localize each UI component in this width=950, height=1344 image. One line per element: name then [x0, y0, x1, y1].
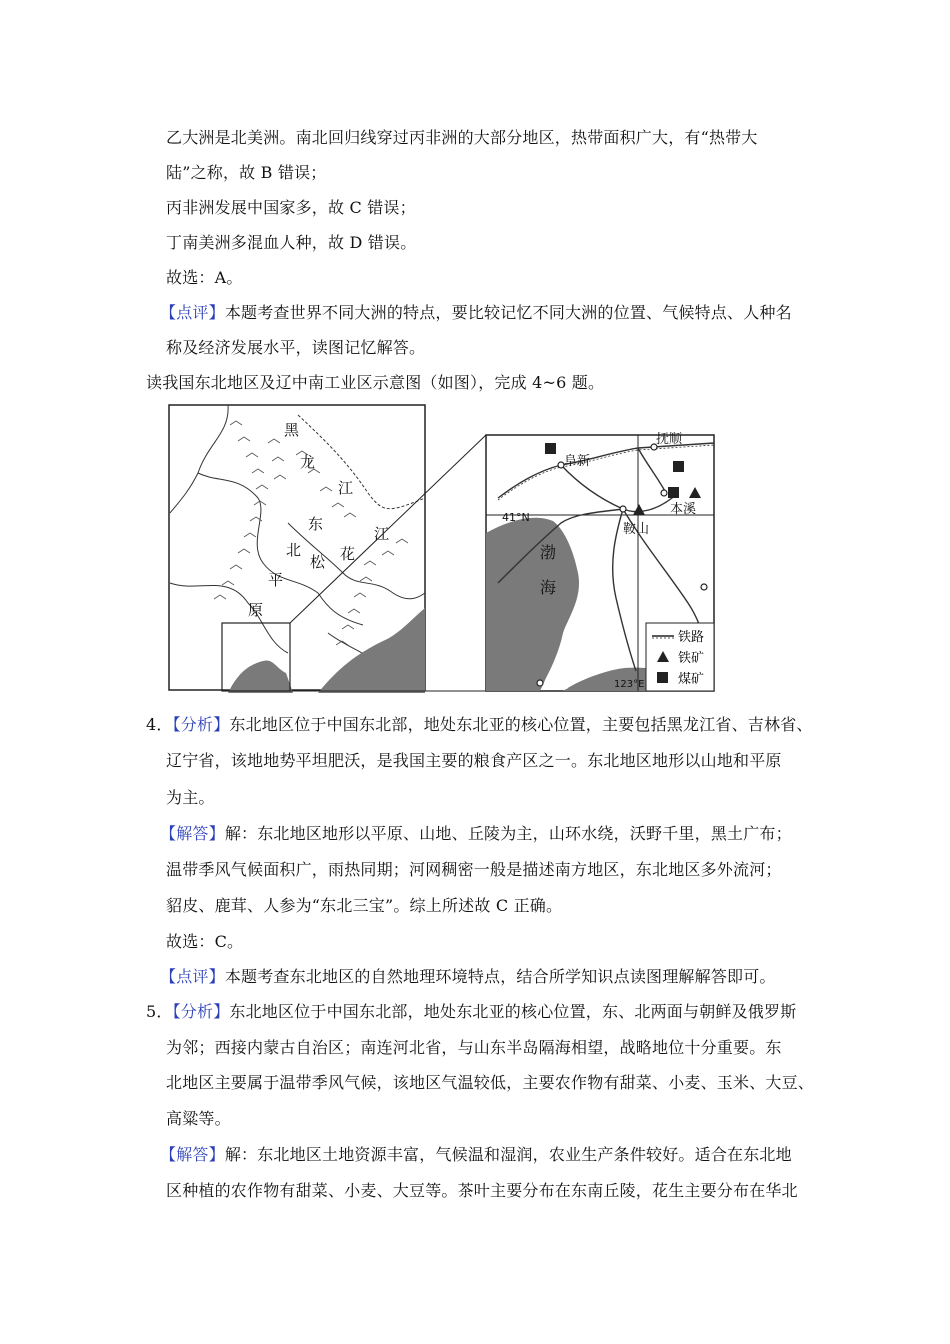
q4-review-text: 本题考查东北地区的自然地理环境特点，结合所学知识点读图理解解答即可。	[224, 967, 776, 986]
label-hua: 花	[340, 545, 356, 563]
q4-solution-tag: 【解答】	[160, 824, 225, 843]
label-dalian: 大连	[546, 678, 568, 691]
q4-answer: 故选：C。	[166, 932, 244, 951]
q4-review-tag: 【点评】	[160, 967, 225, 986]
q4-review-line-1	[160, 967, 776, 987]
q5-number: 5．	[146, 1002, 173, 1021]
q5-solution-line-1	[160, 1145, 792, 1165]
q5-analysis-line-4: 高粱等。	[166, 1109, 231, 1128]
prev-answer: 故选：A。	[166, 268, 243, 287]
prev-line-4: 丁南美洲多混血人种，故 D 错误。	[166, 233, 417, 252]
q4-number: 4．	[146, 715, 173, 734]
city-dalian-dot	[537, 680, 543, 686]
label-long: 龙	[300, 453, 316, 471]
northeast-map-figure	[168, 403, 724, 693]
q4-analysis-text: 东北地区位于中国东北部，地处东北亚的核心位置，主要包括黑龙江省、吉林省、	[229, 715, 813, 734]
label-lon: 123°E	[614, 679, 645, 690]
label-bei: 北	[286, 541, 302, 559]
q5-solution-line-2: 区种植的农作物有甜菜、小麦、大豆等。茶叶主要分布在东南丘陵，花生主要分布在华北	[166, 1181, 798, 1200]
label-song: 松	[310, 553, 326, 571]
q5-analysis-tag: 【分析】	[172, 1002, 230, 1021]
label-jiang: 江	[338, 479, 354, 497]
q4-solution-line-2: 温带季风气候面积广，雨热同期；河网稠密一般是描述南方地区，东北地区多外流河；	[166, 860, 782, 879]
review-tag: 【点评】	[160, 303, 225, 322]
prev-review-line-2: 称及经济发展水平，读图记忆解答。	[166, 338, 426, 357]
q4-analysis-line-3: 为主。	[166, 788, 215, 807]
legend-iron-label: 铁矿	[678, 651, 705, 666]
q5-analysis-line-1	[146, 1002, 796, 1022]
review-text: 本题考查世界不同大洲的特点，要比较记忆不同大洲的位置、气候特点、人种名	[224, 303, 792, 322]
legend-railway-label: 铁路	[678, 630, 705, 645]
label-fuxin: 阜新	[564, 454, 591, 469]
q5-analysis-line-3: 北地区主要属于温带季风气候，该地区气温较低，主要农作物有甜菜、小麦、玉米、大豆、	[166, 1073, 815, 1092]
q5-solution-tag: 【解答】	[160, 1145, 225, 1164]
label-dong: 东	[308, 515, 324, 533]
prev-review-line-1	[160, 303, 792, 323]
prev-line-3: 丙非洲发展中国家多，故 C 错误；	[166, 198, 416, 217]
q4-analysis-line-1	[146, 715, 813, 735]
legend-coal-icon	[657, 672, 668, 683]
question-intro: 读我国东北地区及辽中南工业区示意图（如图），完成 4~6 题。	[146, 373, 605, 392]
city-dandong-dot	[701, 584, 707, 590]
coal-mine-fushun	[673, 461, 684, 472]
label-anshan: 鞍山	[623, 522, 650, 537]
city-anshan-dot	[620, 506, 626, 512]
q4-solution-line-1	[160, 824, 792, 844]
q5-analysis-line-2: 为邻；西接内蒙古自治区；南连河北省，与山东半岛隔海相望，战略地位十分重要。东	[166, 1038, 782, 1057]
label-fushun: 抚顺	[656, 432, 683, 447]
label-hei: 黑	[284, 421, 300, 439]
q4-solution-text: 解：东北地区地形以平原、山地、丘陵为主，山环水绕，沃野千里，黑土广布；	[224, 824, 792, 843]
q5-solution-text: 解：东北地区土地资源丰富，气候温和湿润，农业生产条件较好。适合在东北地	[224, 1145, 792, 1164]
map-legend	[646, 623, 714, 691]
label-jiang2: 江	[374, 525, 390, 543]
label-bohai-1: 渤	[540, 543, 557, 562]
coal-mine-fuxin	[545, 443, 556, 454]
prev-line-1: 乙大洲是北美洲。南北回归线穿过丙非洲的大部分地区，热带面积广大，有“热带大	[166, 128, 758, 147]
label-lat: 41°N	[502, 511, 530, 524]
label-bohai-2: 海	[540, 578, 557, 597]
label-yuan: 原	[248, 601, 264, 619]
label-benxi: 本溪	[670, 502, 697, 517]
city-benxi-dot	[661, 490, 667, 496]
q5-analysis-text: 东北地区位于中国东北部，地处东北亚的核心位置，东、北两面与朝鲜及俄罗斯	[229, 1002, 797, 1021]
coal-mine-benxi	[668, 487, 679, 498]
label-ping: 平	[268, 571, 284, 589]
q4-analysis-tag: 【分析】	[172, 715, 230, 734]
legend-coal-label: 煤矿	[678, 672, 705, 687]
map-svg	[168, 403, 724, 693]
q4-solution-line-3: 貂皮、鹿茸、人参为“东北三宝”。综上所述故 C 正确。	[166, 896, 563, 915]
prev-line-2: 陆”之称，故 B 错误；	[166, 163, 327, 182]
q4-analysis-line-2: 辽宁省，该地地势平坦肥沃，是我国主要的粮食产区之一。东北地区地形以山地和平原	[166, 751, 782, 770]
